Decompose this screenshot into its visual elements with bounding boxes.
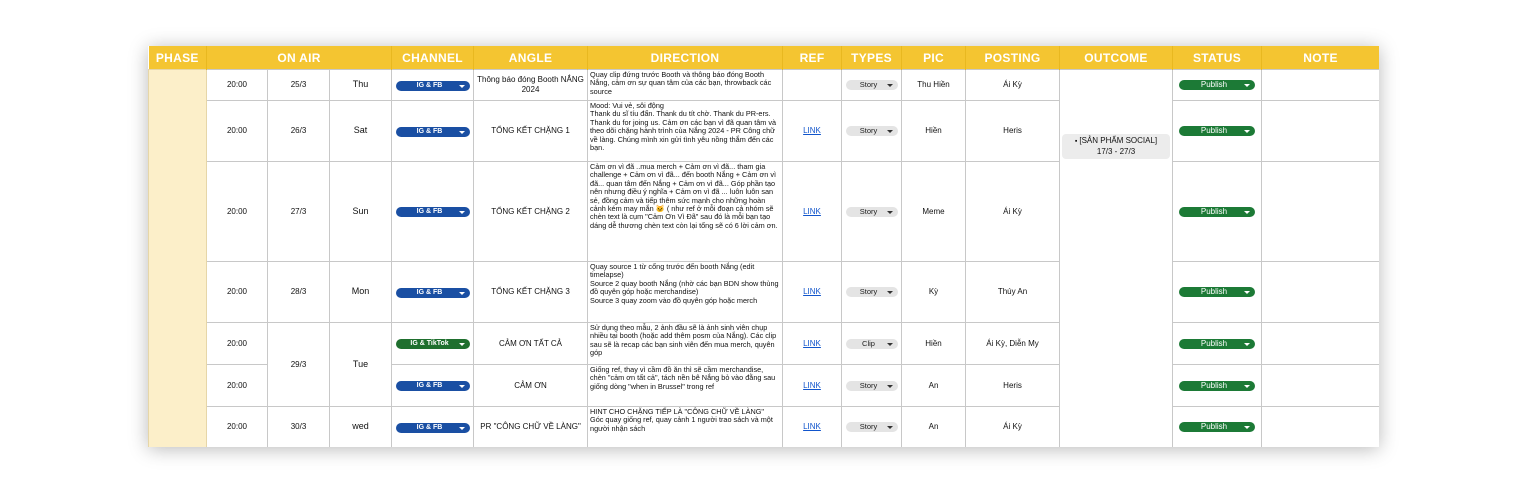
document-icon: ▪ <box>1074 138 1078 145</box>
status-dropdown[interactable]: Publish <box>1179 422 1255 432</box>
header-row <box>149 46 1380 70</box>
date-cell[interactable]: 28/3 <box>268 262 330 323</box>
ref-link[interactable]: LINK <box>803 380 821 390</box>
direction-cell[interactable]: Mood: Vui vẻ, sôi động Thank du sĩ tíu đẩn. Thank du tít chờ. Thank du PR-ers. Thank du for joing us. Cảm ơn các bạn vì đã quan tâm và theo dõi chặng hành trình của Nắng 2024 - PR Công chữ về làng. Chúng mình xin gửi tình yêu nồng thắm đến các bạn. <box>588 101 783 162</box>
header-angle[interactable]: ANGLE <box>474 46 588 70</box>
ref-link[interactable]: LINK <box>803 338 821 348</box>
angle-cell[interactable]: PR "CÔNG CHỮ VỀ LÀNG" <box>474 407 588 448</box>
pic-cell[interactable]: Meme <box>902 162 966 262</box>
posting-cell[interactable]: Ái Kỳ, Diễn My <box>966 323 1060 365</box>
day-cell[interactable]: wed <box>330 407 392 448</box>
channel-cell <box>392 70 474 101</box>
direction-cell[interactable]: Sử dụng theo mẫu, 2 ảnh đầu sẽ là ảnh sinh viên chụp nhiều tại booth (hoặc add thêm posm của Nắng). Các clip sau sẽ là recap các bạn sinh viên đến mua merch, quyên góp <box>588 323 783 365</box>
time-cell[interactable]: 20:00 <box>207 407 268 448</box>
channel-dropdown[interactable]: IG & FB <box>396 81 470 91</box>
header-types[interactable]: TYPES <box>842 46 902 70</box>
pic-cell[interactable]: Hiền <box>902 323 966 365</box>
channel-cell <box>392 323 474 365</box>
ref-cell <box>783 262 842 323</box>
type-dropdown[interactable]: Story <box>846 126 898 136</box>
channel-cell <box>392 407 474 448</box>
day-cell[interactable]: Sat <box>330 101 392 162</box>
note-cell[interactable] <box>1262 70 1379 101</box>
ref-link[interactable]: LINK <box>803 287 821 297</box>
phase-cell[interactable] <box>149 70 207 448</box>
status-dropdown[interactable]: Publish <box>1179 207 1255 217</box>
note-cell[interactable] <box>1262 262 1379 323</box>
angle-cell[interactable]: Thông báo đóng Booth NẮNG 2024 <box>474 70 588 101</box>
posting-cell[interactable]: Thúy An <box>966 262 1060 323</box>
channel-dropdown[interactable]: IG & FB <box>396 207 470 217</box>
type-dropdown[interactable]: Story <box>846 207 898 217</box>
day-cell[interactable]: Mon <box>330 262 392 323</box>
type-cell <box>842 101 902 162</box>
channel-dropdown[interactable]: IG & FB <box>396 127 470 137</box>
header-pic[interactable]: PIC <box>902 46 966 70</box>
note-cell[interactable] <box>1262 365 1379 407</box>
ref-cell <box>783 365 842 407</box>
type-dropdown[interactable]: Story <box>846 422 898 432</box>
ref-cell[interactable] <box>783 70 842 101</box>
content-schedule-table <box>148 46 1379 447</box>
header-status[interactable]: STATUS <box>1173 46 1262 70</box>
channel-cell <box>392 162 474 262</box>
table-row <box>149 70 1380 101</box>
direction-cell[interactable]: HINT CHO CHẶNG TIẾP LÀ "CÔNG CHỮ VỀ LÀNG" Góc quay giống ref, quay cảnh 1 người trao sách và một người nhận sách <box>588 407 783 448</box>
channel-dropdown[interactable]: IG & FB <box>396 381 470 391</box>
posting-cell[interactable]: Heris <box>966 365 1060 407</box>
header-phase[interactable]: PHASE <box>149 46 207 70</box>
pic-cell[interactable]: An <box>902 407 966 448</box>
table-row <box>149 407 1380 448</box>
posting-cell[interactable]: Ái Kỳ <box>966 162 1060 262</box>
schedule-sheet <box>148 46 1379 447</box>
angle-cell[interactable]: CẢM ƠN TẤT CẢ <box>474 323 588 365</box>
posting-cell[interactable]: Ái Kỳ <box>966 407 1060 448</box>
type-cell <box>842 323 902 365</box>
header-on-air[interactable]: ON AIR <box>207 46 392 70</box>
direction-cell[interactable]: Quay clip đứng trước Booth và thông báo đóng Booth Nắng, cảm ơn sự quan tâm của các bạn, throwback các source <box>588 70 783 101</box>
status-cell <box>1173 162 1262 262</box>
channel-cell <box>392 365 474 407</box>
direction-cell[interactable]: Quay source 1 từ cổng trước đến booth Nắng (edit timelapse) Source 2 quay booth Nắng (nhờ các bạn BDN show thùng đồ quyên góp hoặc merchandise) Source 3 quay zoom vào đồ quyên góp hoặc merch <box>588 262 783 323</box>
note-cell[interactable] <box>1262 162 1379 262</box>
direction-cell[interactable]: Cảm ơn vì đã ..mua merch + Cảm ơn vì đã... tham gia challenge + Cảm ơn vì đã... đến booth Nắng + Cảm ơn vì đã... quan tâm đến Nắng + Cảm ơn vì đã... Góp phần tạo nên nhưng điều ý nghĩa + Cảm ơn vì đã ... luôn luôn san sẻ, đồng cảm và tiếp thêm sức mạnh cho những hoàn cảnh kém may mắn 🐱 ( như ref ở mỗi đoạn cả nhóm sẽ chèn text là cụm "Cảm Ơn Vì Đã" sau đó là mỗi bạn tạo dáng dễ thương chèn text còn lại tổng sẽ có 6 lời cảm ơn. <box>588 162 783 262</box>
status-dropdown[interactable]: Publish <box>1179 339 1255 349</box>
channel-cell <box>392 262 474 323</box>
ref-cell <box>783 407 842 448</box>
date-cell[interactable]: 29/3 <box>268 323 330 407</box>
outcome-file-chip[interactable] <box>1062 134 1170 159</box>
header-outcome[interactable]: OUTCOME <box>1060 46 1173 70</box>
header-direction[interactable]: DIRECTION <box>588 46 783 70</box>
angle-cell[interactable]: CẢM ƠN <box>474 365 588 407</box>
type-cell <box>842 407 902 448</box>
date-cell[interactable]: 26/3 <box>268 101 330 162</box>
day-cell[interactable]: Sun <box>330 162 392 262</box>
pic-cell[interactable]: Thu Hiền <box>902 70 966 101</box>
time-cell[interactable]: 20:00 <box>207 70 268 101</box>
status-cell <box>1173 262 1262 323</box>
channel-dropdown[interactable]: IG & FB <box>396 288 470 298</box>
day-cell[interactable]: Tue <box>330 323 392 407</box>
day-cell[interactable]: Thu <box>330 70 392 101</box>
table-row <box>149 162 1380 262</box>
type-dropdown[interactable]: Story <box>846 80 898 90</box>
type-dropdown[interactable]: Story <box>846 381 898 391</box>
header-posting[interactable]: POSTING <box>966 46 1060 70</box>
outcome-cell <box>1060 70 1173 448</box>
note-cell[interactable] <box>1262 407 1379 448</box>
header-ref[interactable]: REF <box>783 46 842 70</box>
type-cell <box>842 70 902 101</box>
status-dropdown[interactable]: Publish <box>1179 80 1255 90</box>
status-cell <box>1173 70 1262 101</box>
type-cell <box>842 162 902 262</box>
channel-cell <box>392 101 474 162</box>
pic-cell[interactable]: An <box>902 365 966 407</box>
type-cell <box>842 262 902 323</box>
ref-cell <box>783 162 842 262</box>
posting-cell[interactable]: Ái Kỳ <box>966 70 1060 101</box>
status-dropdown[interactable]: Publish <box>1179 287 1255 297</box>
status-cell <box>1173 101 1262 162</box>
ref-link[interactable]: LINK <box>803 206 821 216</box>
table-row <box>149 262 1380 323</box>
type-dropdown[interactable]: Clip <box>846 339 898 349</box>
table-row <box>149 101 1380 162</box>
status-cell <box>1173 365 1262 407</box>
channel-dropdown[interactable]: IG & TikTok <box>396 339 470 349</box>
time-cell[interactable]: 20:00 <box>207 262 268 323</box>
date-cell[interactable]: 30/3 <box>268 407 330 448</box>
pic-cell[interactable]: Kỳ <box>902 262 966 323</box>
direction-cell[interactable]: Giống ref, thay vì cầm đồ ăn thì sẽ cầm merchandise, chèn "cảm ơn tất cả", tách nền bê Nắng bỏ vào đằng sau giống dòng "when in Brussel" trong ref <box>588 365 783 407</box>
header-note[interactable]: NOTE <box>1262 46 1379 70</box>
angle-cell[interactable]: TỔNG KẾT CHẶNG 1 <box>474 101 588 162</box>
date-cell[interactable]: 25/3 <box>268 70 330 101</box>
pic-cell[interactable]: Hiền <box>902 101 966 162</box>
header-channel[interactable]: CHANNEL <box>392 46 474 70</box>
angle-cell[interactable]: TỔNG KẾT CHẶNG 2 <box>474 162 588 262</box>
outcome-label: [SẢN PHẨM SOCIAL] 17/3 - 27/3 <box>1079 136 1158 156</box>
status-dropdown[interactable]: Publish <box>1179 126 1255 136</box>
time-cell[interactable]: 20:00 <box>207 162 268 262</box>
ref-link[interactable]: LINK <box>803 422 821 432</box>
time-cell[interactable]: 20:00 <box>207 323 268 365</box>
date-cell[interactable]: 27/3 <box>268 162 330 262</box>
table-row <box>149 323 1380 365</box>
posting-cell[interactable]: Heris <box>966 101 1060 162</box>
status-cell <box>1173 323 1262 365</box>
ref-link[interactable]: LINK <box>803 126 821 136</box>
type-dropdown[interactable]: Story <box>846 287 898 297</box>
ref-cell <box>783 101 842 162</box>
ref-cell <box>783 323 842 365</box>
time-cell[interactable]: 20:00 <box>207 365 268 407</box>
note-cell[interactable] <box>1262 101 1379 162</box>
status-cell <box>1173 407 1262 448</box>
time-cell[interactable]: 20:00 <box>207 101 268 162</box>
channel-dropdown[interactable]: IG & FB <box>396 423 470 433</box>
type-cell <box>842 365 902 407</box>
angle-cell[interactable]: TỔNG KẾT CHẶNG 3 <box>474 262 588 323</box>
note-cell[interactable] <box>1262 323 1379 365</box>
status-dropdown[interactable]: Publish <box>1179 381 1255 391</box>
